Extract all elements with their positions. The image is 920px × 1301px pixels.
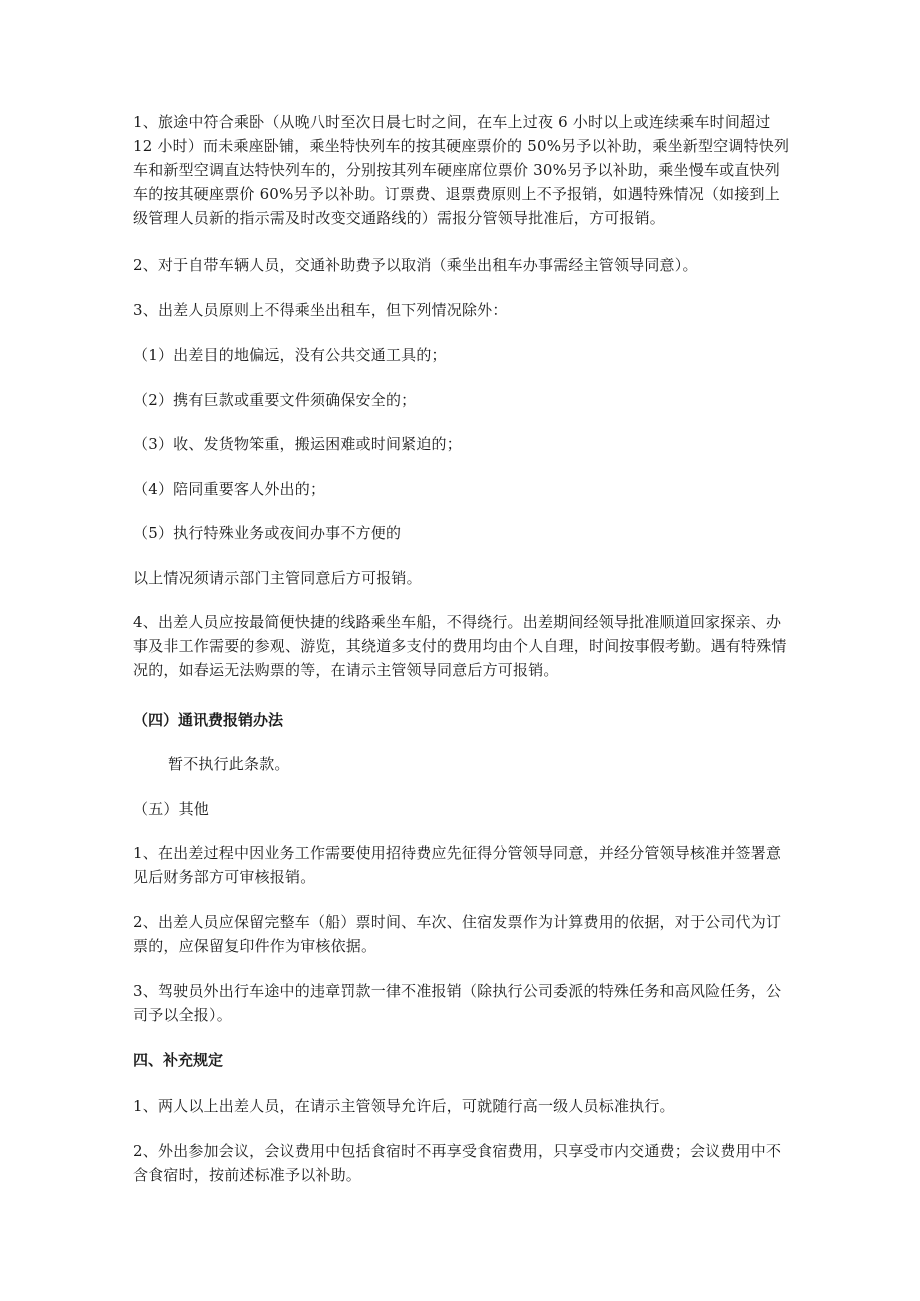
section-heading-supplement: 四、补充规定	[133, 1051, 224, 1069]
list-item-remote-destination: （1）出差目的地偏远，没有公共交通工具的；	[133, 346, 447, 364]
paragraph-taxi-rule: 3、出差人员原则上不得乘坐出租车，但下列情况除外：	[133, 301, 508, 319]
paragraph-keep-tickets: 2、出差人员应保留完整车（船）票时间、车次、住宿发票作为计算费用的依据，对于公司代为订票的，应保留复印件作为审核依据。	[133, 913, 782, 955]
section-heading-other: （五）其他	[133, 800, 210, 818]
list-item-special-business: （5）执行特殊业务或夜间办事不方便的	[133, 524, 402, 542]
list-item-vip-guest: （4）陪同重要客人外出的；	[133, 480, 326, 498]
list-item-heavy-goods: （3）收、发货物笨重，搬运困难或时间紧迫的；	[133, 435, 462, 453]
section-heading-communication: （四）通讯费报销办法	[133, 711, 284, 729]
paragraph-traffic-fines: 3、驾驶员外出行车途中的违章罚款一律不准报销（除执行公司委派的特殊任务和高风险任务，公司予以全报）。	[133, 982, 782, 1024]
paragraph-approval-note: 以上情况须请示部门主管同意后方可报销。	[133, 569, 422, 587]
list-item-large-funds: （2）携有巨款或重要文件须确保安全的；	[133, 391, 417, 409]
paragraph-own-vehicle: 2、对于自带车辆人员，交通补助费予以取消（乘坐出租车办事需经主管领导同意）。	[133, 256, 698, 274]
paragraph-entertainment-fee: 1、在出差过程中因业务工作需要使用招待费应先征得分管领导同意，并经分管领导核准并签署意见后财务部方可审核报销。	[133, 844, 782, 886]
paragraph-meeting-fees: 2、外出参加会议，会议费用中包括食宿时不再享受食宿费用，只享受市内交通费；会议费用中不含食宿时，按前述标准予以补助。	[133, 1142, 782, 1184]
paragraph-shortest-route: 4、出差人员应按最简便快捷的线路乘坐车船，不得绕行。出差期间经领导批准顺道回家探亲、办事及非工作需要的参观、游览，其绕道多支付的费用均由个人自理，时间按事假考勤。遇有特殊情况的，如春运无法购票的等，在请示主管领导同意后方可报销。	[133, 613, 787, 679]
paragraph-group-travel: 1、两人以上出差人员，在请示主管领导允许后，可就随行高一级人员标准执行。	[133, 1097, 675, 1115]
paragraph-train-subsidy: 1、旅途中符合乘卧（从晚八时至次日晨七时之间，在车上过夜 6 小时以上或连续乘车时间超过 12 小时）而未乘座卧铺，乘坐特快列车的按其硬座票价的 50%另予以补助，乘坐新型空调特快列车和新型空调直达特快列车的，分别按其列车硬座席位票价 30%另予以补助，乘坐慢车或直快列车的按其硬座票价 60%另予以补助。订票费、退票费原则上不予报销，如遇特殊情况（如接到上级管理人员新的指示需及时改变交通路线的）需报分管领导批准后，方可报销。	[133, 113, 790, 227]
paragraph-not-applicable: 暂不执行此条款。	[168, 755, 290, 773]
